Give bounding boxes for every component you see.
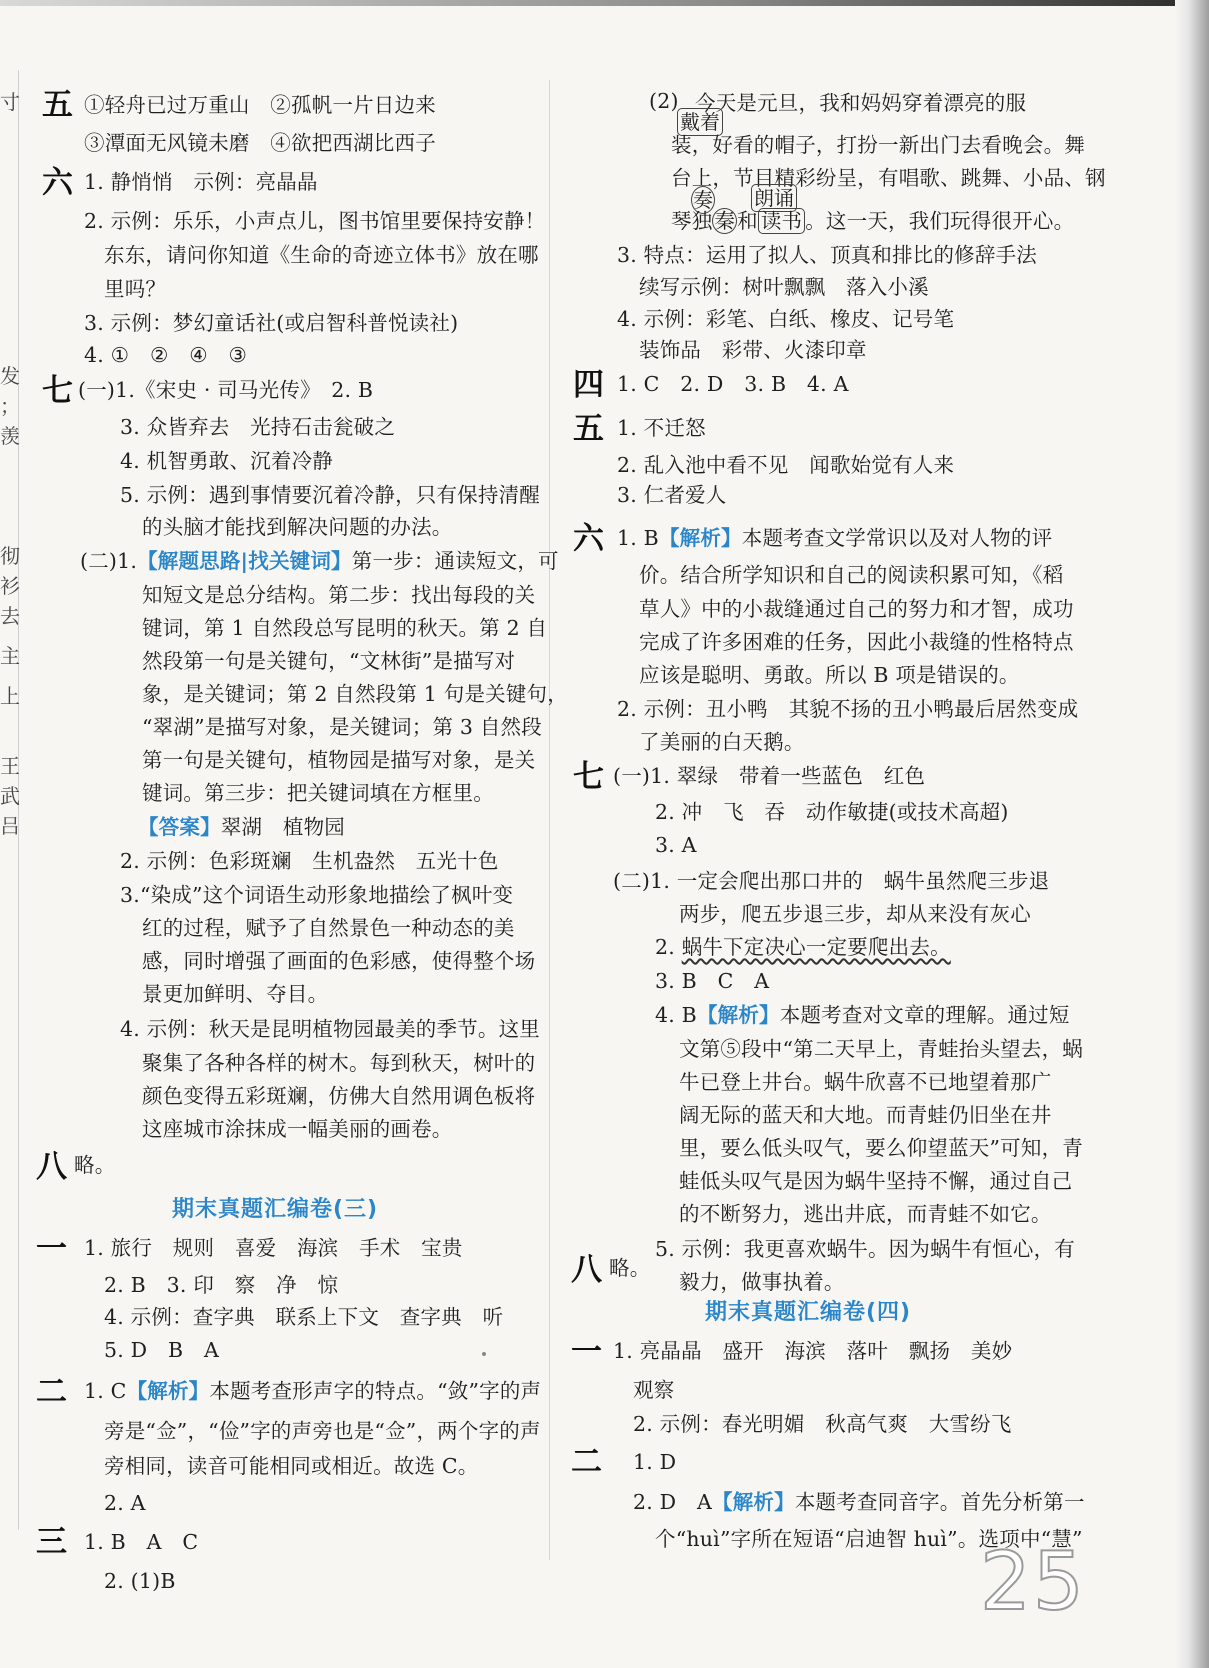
analysis-tag: 【解析】 [696,1003,780,1027]
answer-line: (一)1.《宋史 · 司马光传》 2. B [78,378,374,402]
answer-line: 2. 示例：春光明媚 秋高气爽 大雪纷飞 [633,1412,1012,1436]
answer-line: 的不断努力，逃出井底，而青蛙不如它。 [679,1202,1052,1226]
answer-line [633,1487,1085,1517]
section-mark: 七 [573,759,604,795]
answer-line: 4. 示例：彩笔、白纸、橡皮、记号笔 [617,307,955,331]
answer-prefix: 1. C [84,1379,127,1403]
analysis-tag: 【解析】 [126,1379,210,1403]
answer-line: ①轻舟已过万重山 ②孤帆一片日边来 [84,93,436,117]
answer-line [80,546,559,576]
inserted-word: 朗诵 [751,184,797,212]
answer-line: 颜色变得五彩斑斓，仿佛大自然用调色板将 [142,1084,536,1108]
hint-tag: 【解题思路|找关键词】 [137,549,352,573]
section-mark: 二 [36,1374,67,1410]
answer-line [671,206,1074,236]
margin-fragment: 发 [0,364,20,388]
answer-line: 略。 [609,1256,651,1280]
answer-line: (一)1. 翠绿 带着一些蓝色 红色 [613,764,926,788]
answer-line: 今天是元旦，我和妈妈穿着漂亮的服 [695,91,1027,115]
answer-line: 象，是关键词；第 2 自然段第 1 句是关键句， [142,682,568,706]
section-title: 期末真题汇编卷(三) [172,1197,379,1222]
answer-line: 聚集了各种各样的树木。每到秋天，树叶的 [142,1051,536,1075]
section-mark: 五 [42,87,73,123]
answer-text: 和 [737,209,758,233]
margin-fragment: 主 [0,644,20,668]
answer-line: 3. 众皆弃去 光持石击瓮破之 [120,415,396,439]
answer-line: 1. 亮晶晶 盛开 海滨 落叶 飘扬 美妙 [613,1339,1013,1363]
answer-line: 2. A [104,1491,146,1515]
answer-line [655,932,951,962]
answer-line [84,1376,541,1406]
answer-text: 本题考查对文章的理解。通过短 [779,1003,1070,1027]
answer-text: 本题考查同音字。首先分析第一 [794,1490,1085,1514]
answer-line: 毅力，做事执着。 [679,1270,845,1294]
answer-prefix: (二)1. [80,549,138,573]
answer-line: 5. D B A [104,1338,219,1362]
answer-line: 4. 示例：查字典 联系上下文 查字典 听 [104,1305,504,1329]
answer-line: 2. 示例：丑小鸭 其貌不扬的丑小鸭最后居然变成 [617,697,1079,721]
answer-line: 了美丽的白天鹅。 [639,730,805,754]
answer-line: 键词。第三步：把关键词填在方框里。 [142,781,494,805]
answer-line: 装饰品 彩带、火漆印章 [639,338,867,362]
section-mark: 六 [42,165,73,201]
corrected-char: 秦 [714,209,736,233]
answer-prefix: 4. B [655,1003,697,1027]
answer-line: 2. 冲 飞 吞 动作敏捷(或技术高超) [655,800,1009,824]
answer-line: 5. 示例：遇到事情要沉着冷静，只有保持清醒 [120,483,540,507]
answer-line: 3. 特点：运用了拟人、顶真和排比的修辞手法 [617,243,1037,267]
answer-line: 装，好看的帽子，打扮一新出门去看晚会。舞 [671,133,1085,157]
margin-fragment: ； [0,394,20,418]
answer-line: 两步，爬五步退三步，却从来没有灰心 [679,902,1031,926]
section-mark: 二 [571,1444,602,1480]
answer-tag: 【答案】 [138,815,221,839]
answer-prefix: 2. D A [633,1490,713,1514]
inserted-word: 奏 [693,188,713,212]
answer-text: 琴独 [671,209,713,233]
answer-prefix: (2) [649,89,679,113]
answer-line: 草人》中的小裁缝通过自己的努力和才智，成功 [639,597,1074,621]
answer-line: 个“huì”字所在短语“启迪智 huì”。选项中“慧” [655,1527,1083,1551]
answer-prefix: 1. B [617,526,659,550]
answer-line: 3. 示例：梦幻童话社(或启智科普悦读社) [84,311,459,335]
section-mark: 六 [573,521,604,557]
answer-line: 文第⑤段中“第二天早上，青蛙抬头望去，蜗 [679,1037,1083,1061]
answer-line: 观察 [633,1378,675,1402]
answer-line: 蛙低头叹气是因为蜗牛坚持不懈，通过自己 [679,1169,1073,1193]
corrected-word: 读书 [758,208,805,234]
answer-line: 台上，节目精彩纷呈，有唱歌、跳舞、小品、钢 [671,166,1106,190]
answer-line: 旁是“佥”，“俭”字的声旁也是“佥”，两个字的声 [104,1419,541,1443]
answer-line: 这座城市涂抹成一幅美丽的画卷。 [142,1117,453,1141]
answer-line: 略。 [74,1153,116,1177]
answer-line: 3. B C A [655,969,770,993]
answer-line: 1. 不迁怒 [617,416,706,440]
margin-fragment: 去 [0,604,20,628]
wavy-underlined-answer: 蜗牛下定决心一定要爬出去。 [681,935,951,959]
answer-line: 牛已登上井台。蜗牛欣喜不已地望着那广 [679,1070,1052,1094]
section-mark: 八 [571,1252,602,1288]
answer-text: 本题考查形声字的特点。“敛”字的声 [209,1379,542,1403]
margin-fragment: 衫 [0,574,20,598]
answer-prefix: 2. [655,935,682,959]
analysis-tag: 【解析】 [712,1490,795,1514]
answer-text: 翠湖 植物园 [220,815,346,839]
answer-line: “翠湖”是描写对象，是关键词；第 3 自然段 [142,715,542,739]
answer-line: 红的过程，赋予了自然景色一种动态的美 [142,916,515,940]
answer-line: 的头脑才能找到解决问题的办法。 [142,515,453,539]
section-mark: 三 [36,1524,67,1560]
answer-line: 4. ① ② ④ ③ [84,343,248,367]
section-title: 期末真题汇编卷(四) [705,1300,912,1325]
answer-line: 1. C 2. D 3. B 4. A [617,372,849,396]
answer-line: 2. 示例：色彩斑斓 生机盎然 五光十色 [120,849,499,873]
section-mark: 七 [42,373,73,409]
answer-line: 景更加鲜明、夺目。 [142,982,329,1006]
answer-line: 续写示例：树叶飘飘 落入小溪 [639,275,929,299]
answer-line: 价。结合所学知识和自己的阅读积累可知，《稻 [639,563,1064,587]
answer-line: 阔无际的蓝天和大地。而青蛙仍旧坐在井 [679,1103,1052,1127]
margin-fragment: 上 [0,684,20,708]
answer-text: 第一步：通读短文，可 [351,549,559,573]
inserted-word: 戴着 [677,108,723,136]
answer-line: 1. 静悄悄 示例：亮晶晶 [84,170,318,194]
answer-line: 2. B 3. 印 察 净 惊 [104,1273,339,1297]
answer-line: 5. 示例：我更喜欢蜗牛。因为蜗牛有恒心，有 [655,1237,1075,1261]
margin-fragment: 武 [0,784,20,808]
answer-line: 2. 乱入池中看不见 闻歌始觉有人来 [617,453,955,477]
answer-line: 里，要么低头叹气，要么仰望蓝天”可知，青 [679,1136,1083,1160]
answer-line: 3. A [655,833,697,857]
answer-line: 应该是聪明、勇敢。所以 B 项是错误的。 [639,663,1020,687]
answer-line: 3. 仁者爱人 [617,483,727,507]
answer-line: 1. D [633,1450,677,1474]
section-mark: 四 [573,367,604,403]
answer-line: 知短文是总分结构。第二步：找出每段的关 [142,583,536,607]
answer-line: 3.“染成”这个词语生动形象地描绘了枫叶变 [120,883,514,907]
analysis-tag: 【解析】 [658,526,742,550]
margin-fragment: 寸 [0,90,20,114]
margin-fragment: 羡 [0,424,20,448]
answer-line: 东东，请问你知道《生命的奇迹立体书》放在哪 [104,243,539,267]
scan-top-edge [0,0,1209,6]
answer-line: 2. 示例：乐乐，小声点儿，图书馆里要保持安静！ [84,209,546,233]
answer-line [617,523,1052,553]
answer-text: 本题考查文学常识以及对人物的评 [741,526,1053,550]
answer-line: 1. 旅行 规则 喜爱 海滨 手术 宝贵 [84,1236,463,1260]
answer-line: 4. 示例：秋天是昆明植物园最美的季节。这里 [120,1017,540,1041]
column-divider [549,80,550,1560]
answer-line: 4. 机智勇敢、沉着冷静 [120,449,333,473]
answer-line: 2. (1)B [104,1569,176,1593]
answer-line: 完成了许多困难的任务，因此小裁缝的性格特点 [639,630,1074,654]
answer-line: 1. B A C [84,1530,199,1554]
page-number: 25 [980,1535,1086,1628]
margin-fragment: 吕 [0,814,20,838]
answer-line: 然段第一句是关键句，“文林街”是描写对 [142,649,516,673]
section-mark: 一 [571,1334,602,1370]
section-mark: 八 [36,1149,67,1185]
answer-line: 键词，第 1 自然段总写昆明的秋天。第 2 自 [142,616,548,640]
scan-right-edge [1175,0,1209,1668]
answer-line [655,1000,1070,1030]
answer-line: 感，同时增强了画面的色彩感，使得整个场 [142,949,536,973]
section-mark: 五 [573,411,604,447]
answer-line: 里吗？ [104,277,167,301]
answer-line [138,812,345,842]
answer-text: 。这一天，我们玩得很开心。 [805,209,1075,233]
margin-fragment: 彻 [0,544,20,568]
section-mark: 一 [36,1231,67,1267]
answer-line: 旁相同，读音可能相同或相近。故选 C。 [104,1454,479,1478]
answer-line: 第一句是关键句，植物园是描写对象，是关 [142,748,536,772]
margin-fragment: 王 [0,754,20,778]
answer-line: ③潭面无风镜未磨 ④欲把西湖比西子 [84,131,436,155]
scan-speck [482,1352,486,1356]
answer-line: (二)1. 一定会爬出那口井的 蜗牛虽然爬三步退 [613,869,1050,893]
